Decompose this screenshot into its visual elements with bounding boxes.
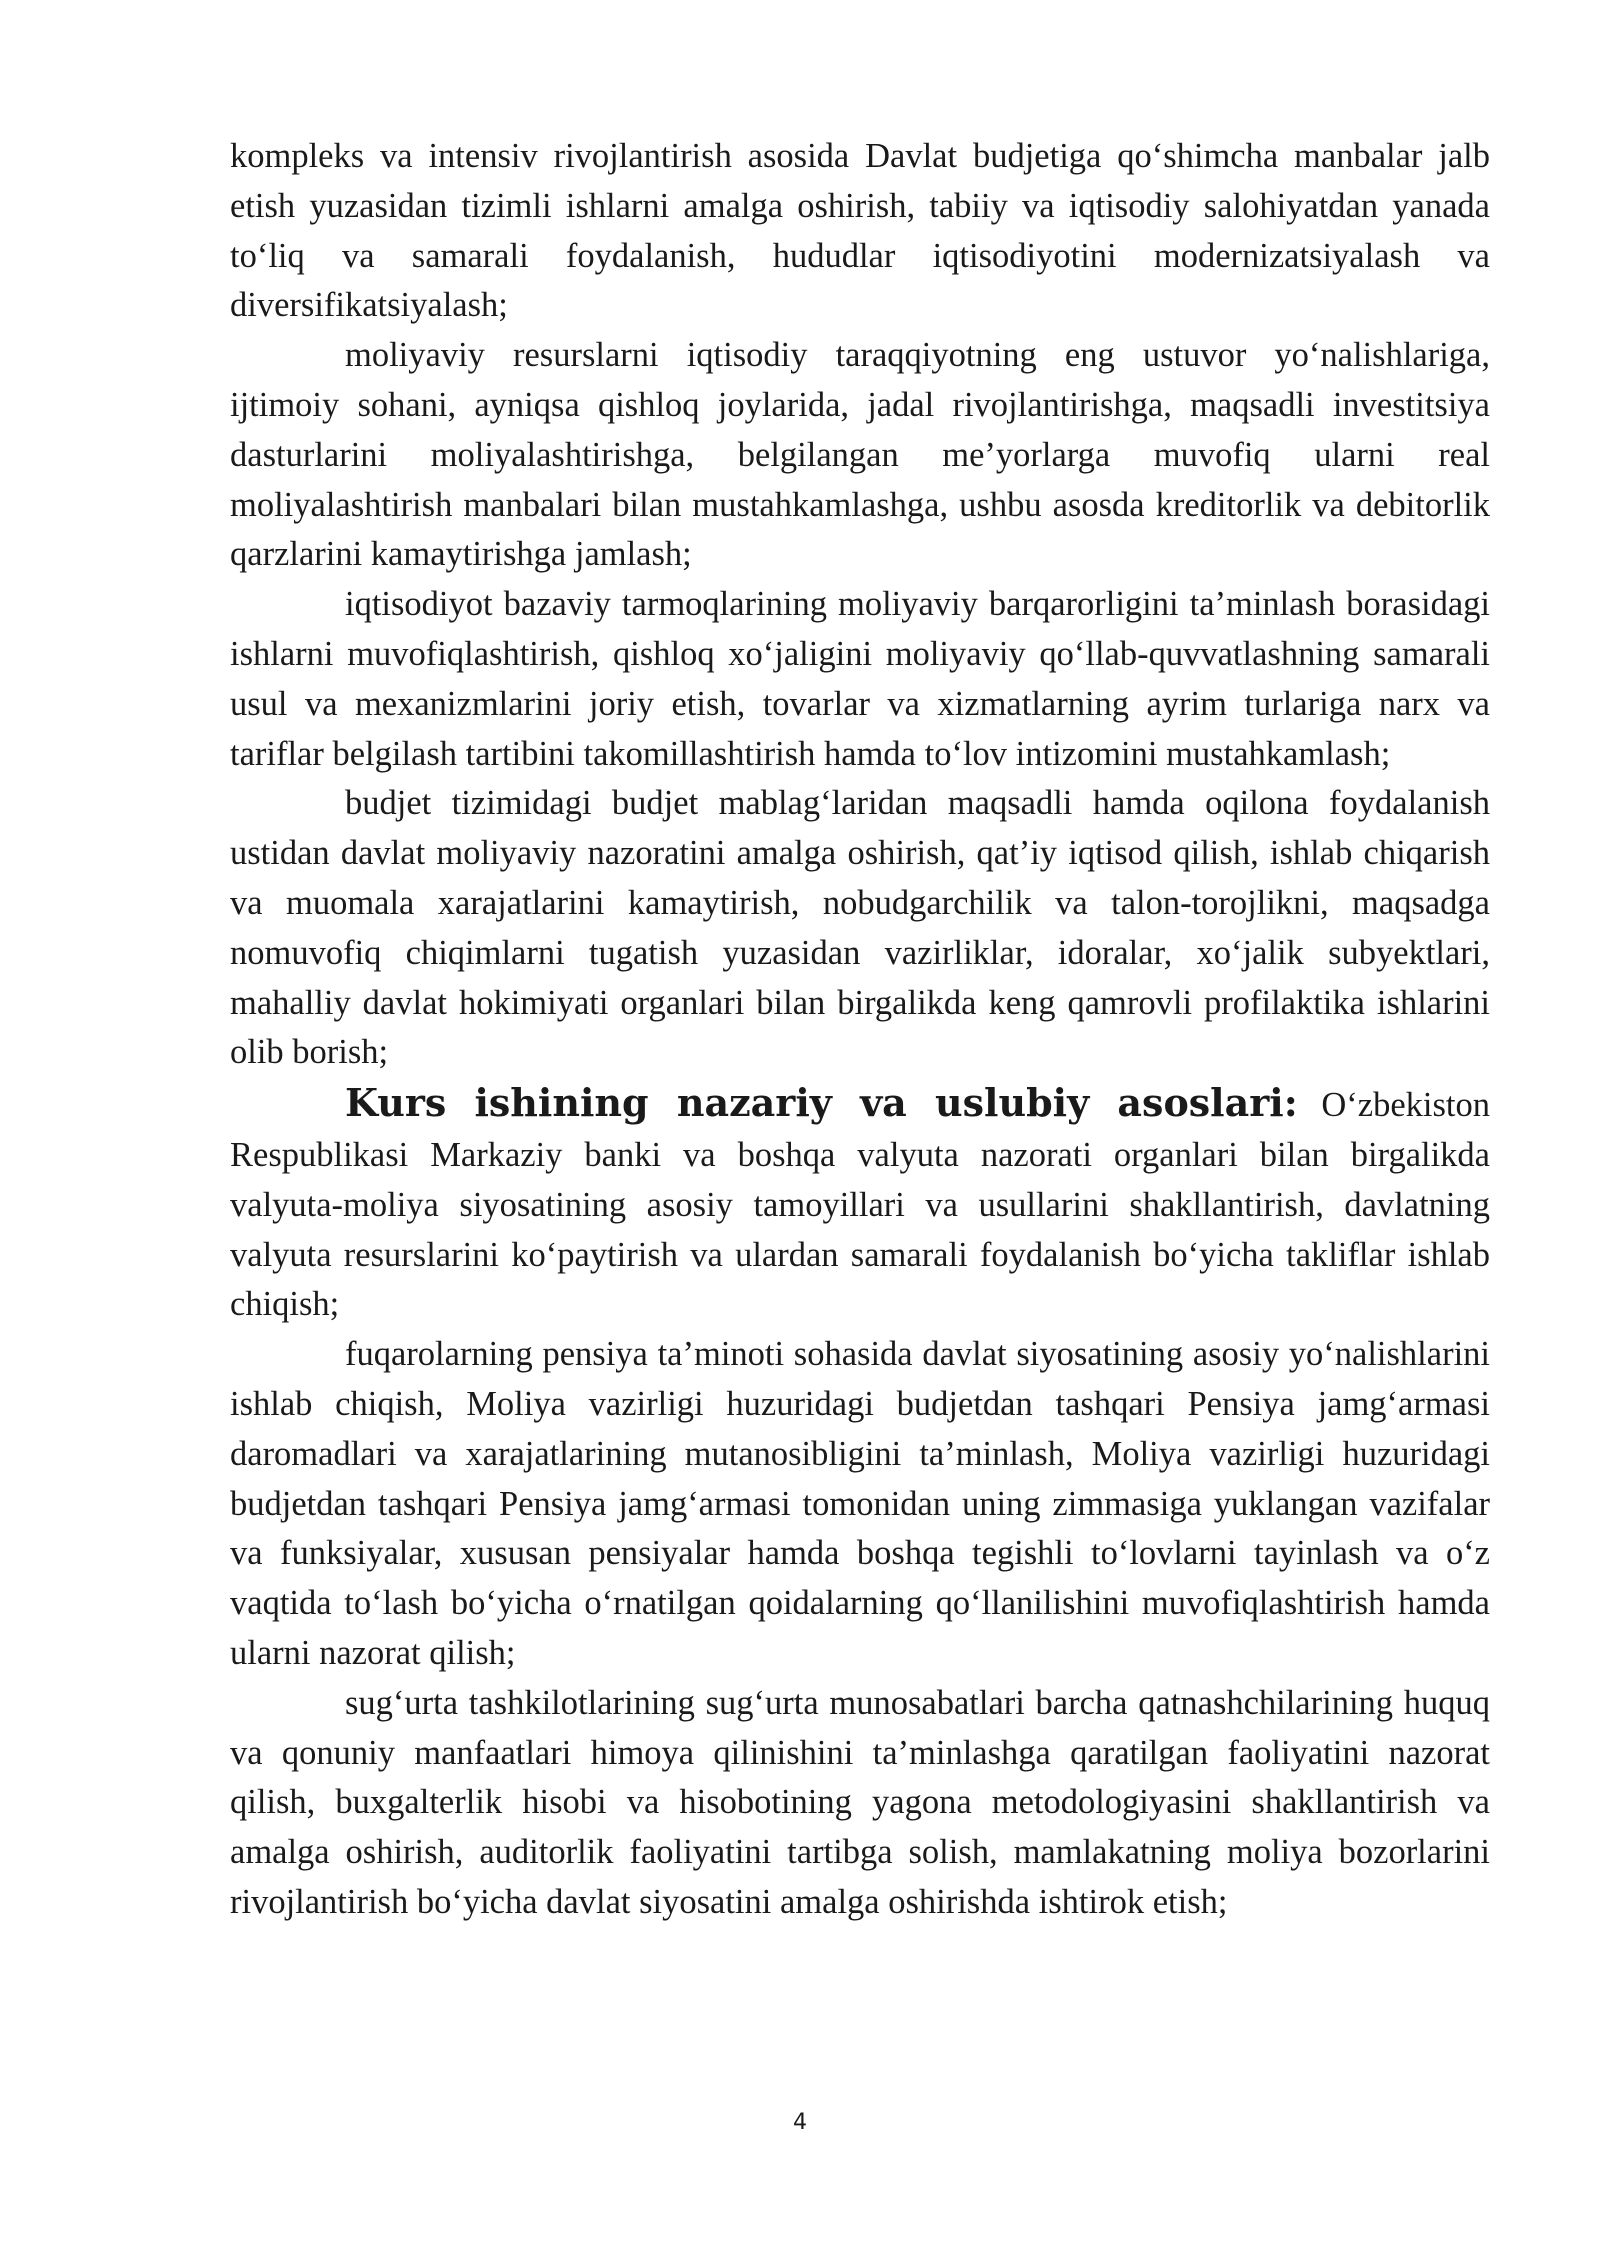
paragraph-4 — [230, 779, 1490, 1078]
paragraph-3-text: iqtisodiyot bazaviy tarmoqlarining moliyaviy barqarorligini ta’minlash borasidagi ishlarni muvofiqlashtirish, qishloq xo‘jaligini moliyaviy qo‘llab-quvvatlashning samarali usul va mexanizmlarini joriy etish, tovarlar va xizmatlarning ayrim turlariga narx va tariflar belgilash tartibini takomillashtirish hamda to‘lov intizomini mustahkamlash; — [230, 585, 1490, 773]
section-heading: Kurs ishining nazariy va uslubiy asoslari: — [345, 1080, 1298, 1126]
paragraph-3 — [230, 580, 1490, 779]
paragraph-5-text: O‘zbekiston Respublikasi Markaziy banki va boshqa valyuta nazorati organlari bilan birgalikda valyuta-moliya siyosatining asosiy tamoyillari va usullarini shakllantirish, davlatning valyuta resurslarini ko‘paytirish va ulardan samarali foydalanish bo‘yicha takliflar ishlab chiqish; — [230, 1086, 1490, 1324]
paragraph-6 — [230, 1330, 1490, 1679]
page-number: 4 — [793, 2110, 807, 2135]
paragraph-1-text: kompleks va intensiv rivojlantirish asosida Davlat budjetiga qo‘shimcha manbalar jalb etish yuzasidan tizimli ishlarni amalga oshirish, tabiiy va iqtisodiy salohiyatdan yanada to‘liq va samarali foydalanish, hududlar iqtisodiyotini modernizatsiyalash va diversifikatsiyalash; — [230, 137, 1490, 325]
body-text — [230, 132, 1490, 1928]
paragraph-4-text: budjet tizimidagi budjet mablag‘laridan maqsadli hamda oqilona foydalanish ustidan davlat moliyaviy nazoratini amalga oshirish, qat’iy iqtisod qilish, ishlab chiqarish va muomala xarajatlarini kamaytirish, nobudgarchilik va talon-torojlikni, maqsadga nomuvofiq chiqimlarni tugatish yuzasidan vazirliklar, idoralar, xo‘jalik subyektlari, mahalliy davlat hokimiyati organlari bilan birgalikda keng qamrovli profilaktika ishlarini olib borish; — [230, 784, 1490, 1072]
paragraph-7-text: sug‘urta tashkilotlarining sug‘urta munosabatlari barcha qatnashchilarining huquq va qonuniy manfaatlari himoya qilinishini ta’minlashga qaratilgan faoliyatini nazorat qilish, buxgalterlik hisobi va hisobotining yagona metodologiyasini shakllantirish va amalga oshirish, auditorlik faoliyatini tartibga solish, mamlakatning moliya bozorlarini rivojlantirish bo‘yicha davlat siyosatini amalga oshirishda ishtirok etish; — [230, 1683, 1490, 1921]
paragraph-7 — [230, 1679, 1490, 1928]
paragraph-5 — [230, 1078, 1490, 1330]
paragraph-2 — [230, 331, 1490, 580]
paragraph-6-text: fuqarolarning pensiya ta’minoti sohasida davlat siyosatining asosiy yo‘nalishlarini ishlab chiqish, Moliya vazirligi huzuridagi budjetdan tashqari Pensiya jamg‘armasi daromadlari va xarajatlarining mutanosibligini ta’minlash, Moliya vazirligi huzuridagi budjetdan tashqari Pensiya jamg‘armasi tomonidan uning zimmasiga yuklangan vazifalar va funksiyalar, xususan pensiyalar hamda boshqa tegishli to‘lovlarni tayinlash va o‘z vaqtida to‘lash bo‘yicha o‘rnatilgan qoidalarning qo‘llanilishini muvofiqlashtirish hamda ularni nazorat qilish; — [230, 1335, 1490, 1672]
paragraph-2-text: moliyaviy resurslarni iqtisodiy taraqqiyotning eng ustuvor yo‘nalishlariga, ijtimoiy sohani, ayniqsa qishloq joylarida, jadal rivojlantirishga, maqsadli investitsiya dasturlarini moliyalashtirishga, belgilangan me’yorlarga muvofiq ularni real moliyalashtirish manbalari bilan mustahkamlashga, ushbu asosda kreditorlik va debitorlik qarzlarini kamaytirishga jamlash; — [230, 336, 1490, 574]
paragraph-1 — [230, 132, 1490, 331]
